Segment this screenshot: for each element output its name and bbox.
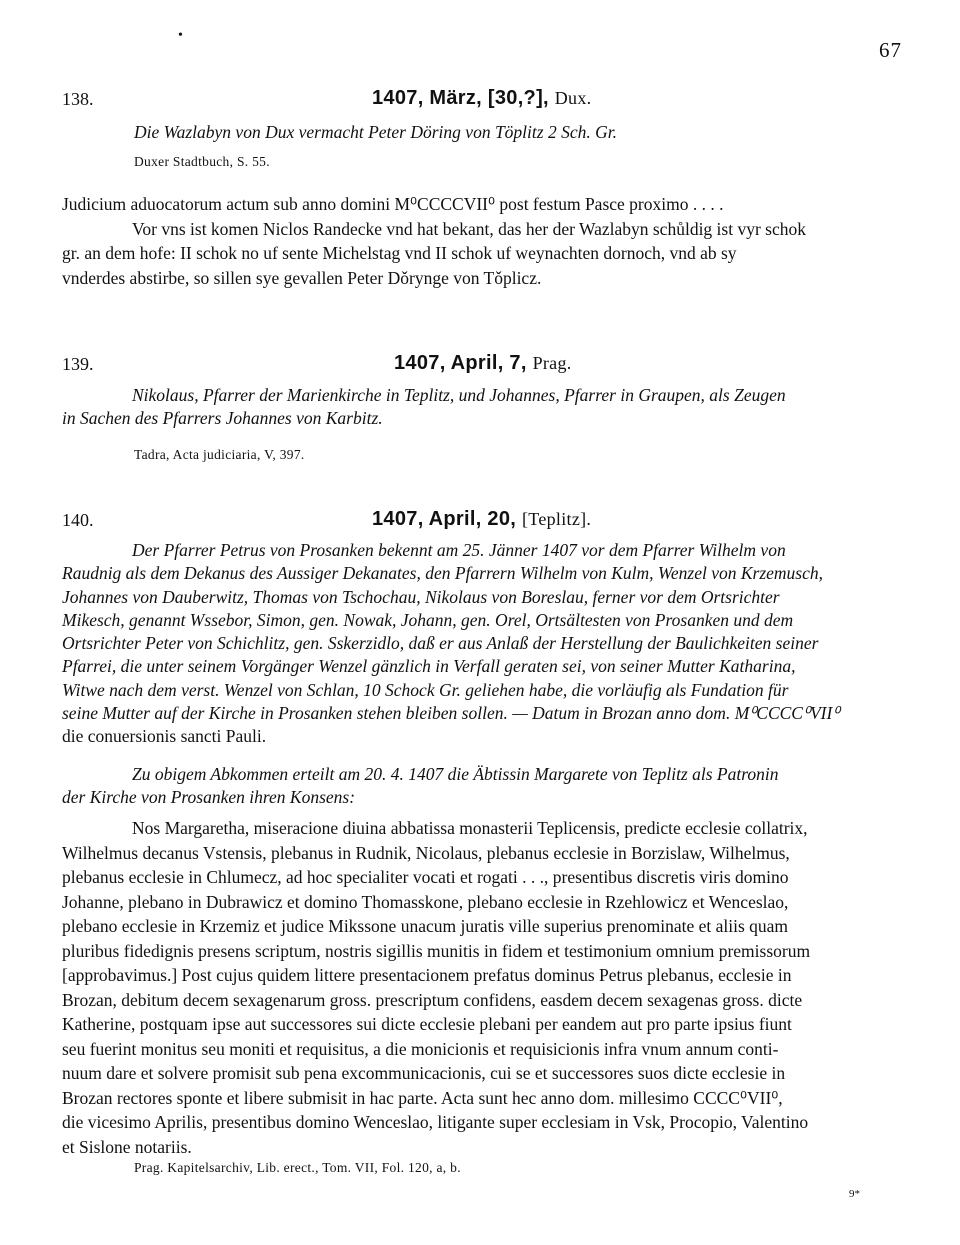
- text-line: nuum dare et solvere promisit sub pena excommunicacionis, cui se et successores suos dicte ecclesie in: [62, 1063, 786, 1083]
- summary-line: die conuersionis sancti Pauli.: [62, 726, 267, 747]
- entry-summary: Die Wazlabyn von Dux vermacht Peter Döring von Töplitz 2 Sch. Gr.: [134, 122, 617, 142]
- entry-place: Dux.: [554, 88, 592, 108]
- text-line: plebanus ecclesie in Chlumecz, ad hoc specialiter vocati et rogati . . ., presentibus discretis viris domino: [62, 867, 789, 887]
- entry-note: [62, 763, 906, 810]
- text-line: Judicium aduocatorum actum sub anno domini M⁰CCCCVII⁰ post festum Pasce proximo . . . .: [62, 194, 724, 214]
- text-line: Katherine, postquam ipse aut successores sui dicte ecclesie plebani per eandem aut pro parte ipsius fiunt: [62, 1014, 792, 1034]
- entry-source: Prag. Kapitelsarchiv, Lib. erect., Tom. VII, Fol. 120, a, b.: [134, 1160, 461, 1175]
- entry-date: 1407, April, 20,: [372, 508, 517, 530]
- entry-date: 1407, April, 7,: [394, 352, 527, 374]
- entry-date: 1407, März, [30,?],: [372, 87, 549, 109]
- summary-line: Mikesch, genannt Wssebor, Simon, gen. Nowak, Johann, gen. Orel, Ortsältesten von Prosanken und dem: [62, 609, 794, 630]
- entry-summary: [62, 384, 906, 431]
- summary-line: Raudnig als dem Dekanus des Aussiger Dekanates, den Pfarrern Wilhelm von Kulm, Wenzel von Krzemusch,: [62, 563, 823, 584]
- text-line: vnderdes abstirbe, so sillen sye gevallen Peter Dǒrynge von Tǒplicz.: [62, 267, 542, 288]
- text-line: die vicesimo Aprilis, presentibus domino Wenceslao, litigante super ecclesiam in Vsk, Procopio, Valentino: [62, 1112, 809, 1132]
- text-line: Nos Margaretha, miseracione diuina abbatissa monasterii Teplicensis, predicte ecclesie collatrix,: [132, 818, 808, 838]
- summary-line: Der Pfarrer Petrus von Prosanken bekennt am 25. Jänner 1407 vor dem Pfarrer Wilhelm von: [132, 540, 786, 560]
- text-line: et Sislone notariis.: [62, 1136, 192, 1157]
- summary-line: Johannes von Dauberwitz, Thomas von Tschochau, Nikolaus von Boreslau, ferner vor dem Ortsrichter: [62, 586, 780, 607]
- signature-mark: 9*: [849, 1188, 860, 1200]
- entry-heading: [372, 87, 591, 110]
- text-line: Wilhelmus decanus Vstensis, plebanus in Rudnik, Nicolaus, plebanus ecclesie in Borzislaw, Wilhelmus,: [62, 842, 790, 863]
- entry-source: Tadra, Acta judiciaria, V, 397.: [134, 447, 305, 462]
- entry-number: 140.: [62, 510, 94, 530]
- text-line: seu fuerint monitus seu moniti et requisitus, a die monicionis et requisicionis infra vnum annum conti-: [62, 1038, 779, 1059]
- text-line: Brozan, debitum decem sexagenarum gross. prescriptum confidens, easdem decem sexagenas gross. dicte: [62, 989, 803, 1010]
- summary-line: Ortsrichter Peter von Schichlitz, gen. Sskerzidlo, daß er aus Anlaß der Herstellung der Baulichkeiten seiner: [62, 633, 819, 654]
- summary-line: Pfarrei, die unter seinem Vorgänger Wenzel gänzlich in Verfall geraten sei, von seiner Mutter Katharina,: [62, 656, 796, 677]
- note-line: der Kirche von Prosanken ihren Konsens:: [62, 787, 356, 808]
- summary-line: Witwe nach dem verst. Wenzel von Schlan, 10 Schock Gr. geliehen habe, die vorläufig als Fundation für: [62, 679, 789, 700]
- entry-number: 138.: [62, 89, 94, 109]
- summary-line: in Sachen des Pfarrers Johannes von Karbitz.: [62, 408, 383, 429]
- entry-number: 139.: [62, 354, 94, 374]
- text-line: pluribus fidedignis presens scriptum, nostris sigillis munitis in fidem et testimonium omnium premissorum: [62, 940, 811, 961]
- text-line: Brozan rectores sponte et libere submisit in hac parte. Acta sunt hec anno dom. millesimo CCCC⁰VII⁰,: [62, 1087, 783, 1108]
- text-line: Johanne, plebano in Dubrawicz et domino Thomasskone, plebano ecclesie in Rzehlowicz et Wenceslao,: [62, 891, 789, 912]
- note-line: Zu obigem Abkommen erteilt am 20. 4. 1407 die Äbtissin Margarete von Teplitz als Patronin: [132, 764, 779, 784]
- text-line: Vor vns ist komen Niclos Randecke vnd hat bekant, das her der Wazlabyn schůldig ist vyr schok: [132, 218, 806, 239]
- entry-text: [62, 816, 906, 1159]
- entry-summary: [62, 539, 906, 749]
- entry-heading: [394, 352, 572, 375]
- entry-text: [62, 192, 906, 290]
- entry-source: Duxer Stadtbuch, S. 55.: [134, 154, 270, 169]
- text-line: plebano ecclesie in Krzemiz et judice Mikssone unacum juratis ville superius prenominate et aliis quam: [62, 916, 789, 936]
- ink-speck-mark: •: [178, 28, 183, 43]
- entry-place: [Teplitz].: [522, 509, 592, 529]
- page-number: 67: [879, 38, 902, 62]
- entry-place: Prag.: [532, 353, 572, 373]
- text-line: [approbavimus.] Post cujus quidem littere presentacionem prefatus dominus Petrus plebanus, ecclesie in: [62, 965, 792, 985]
- summary-line: seine Mutter auf der Kirche in Prosanken stehen bleiben sollen. — Datum in Brozan anno dom. M⁰CCCC⁰VII⁰: [62, 703, 840, 724]
- text-line: gr. an dem hofe: II schok no uf sente Michelstag vnd II schok uf weynachten dornoch, vnd ab sy: [62, 243, 737, 264]
- summary-line: Nikolaus, Pfarrer der Marienkirche in Teplitz, und Johannes, Pfarrer in Graupen, als Zeugen: [132, 385, 786, 405]
- entry-heading: [372, 508, 591, 531]
